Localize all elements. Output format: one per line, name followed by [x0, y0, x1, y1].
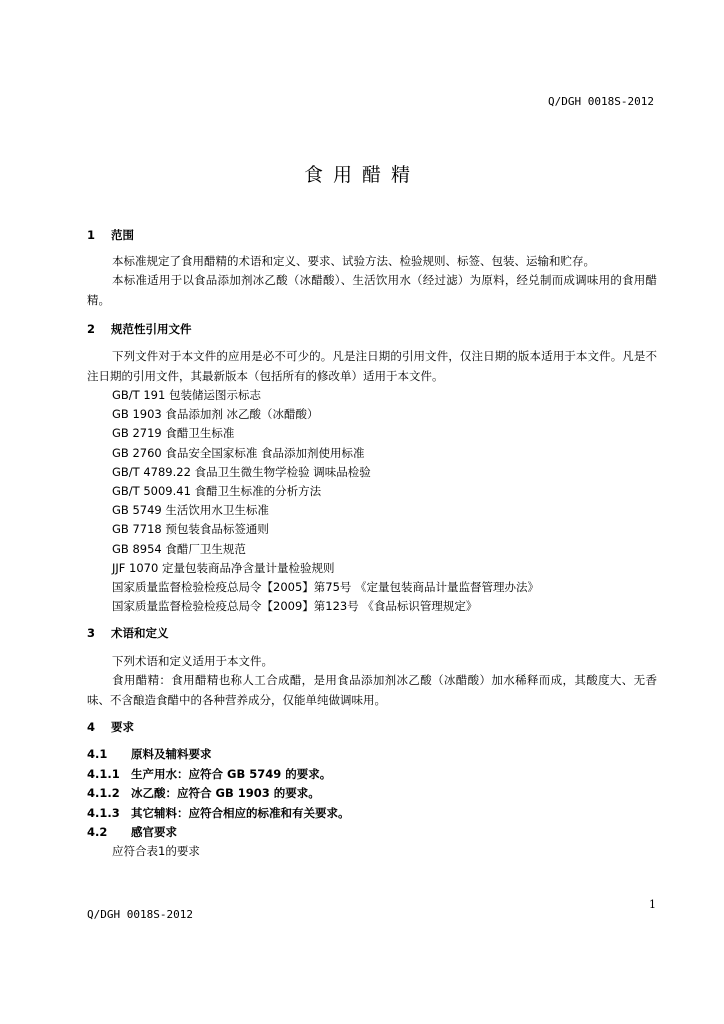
header-standard-number: Q/DGH 0018S-2012 [548, 95, 654, 108]
section-1-heading [87, 227, 134, 243]
page-number: 1 [649, 898, 656, 911]
subsection-4-1 [87, 746, 212, 762]
subsection-4-1-1 [87, 766, 331, 782]
section-2-paragraph-1: 下列文件对于本文件的应用是必不可少的。凡是注日期的引用文件，仅注日期的版本适用于本文件。凡是不注日期的引用文件，其最新版本（包括所有的修改单）适用于本文件。 [87, 349, 657, 383]
section-2-heading [87, 321, 192, 337]
section-title: 要求 [111, 720, 134, 734]
subsection-4-1-3 [87, 805, 350, 821]
footer-standard-number: Q/DGH 0018S-2012 [87, 908, 193, 921]
subsection-title: 生产用水：应符合 GB 5749 的要求。 [131, 767, 332, 781]
section-title: 术语和定义 [111, 626, 169, 640]
subsection-number: 4.1 [87, 747, 108, 761]
section-title: 范围 [111, 228, 134, 242]
section-1-paragraph-1: 本标准规定了食用醋精的术语和定义、要求、试验方法、检验规则、标签、包装、运输和贮存。 [112, 254, 595, 268]
section-number: 4 [87, 720, 96, 734]
section-4-heading [87, 719, 134, 735]
reference-item: GB 2760 食品安全国家标准 食品添加剂使用标准 [112, 445, 365, 460]
subsection-title: 感官要求 [131, 825, 177, 839]
section-3-paragraph-1: 下列术语和定义适用于本文件。 [112, 654, 273, 668]
subsection-number: 4.1.3 [87, 806, 120, 820]
subsection-title: 其它辅料：应符合相应的标准和有关要求。 [131, 806, 350, 820]
reference-item: JJF 1070 定量包装商品净含量计量检验规则 [112, 560, 335, 575]
reference-item: GB 7718 预包装食品标签通则 [112, 522, 269, 537]
reference-item: GB 1903 食品添加剂 冰乙酸（冰醋酸） [112, 407, 319, 422]
subsection-4-2 [87, 824, 177, 840]
subsection-title: 原料及辅料要求 [131, 747, 212, 761]
section-3-paragraph-2: 食用醋精：食用醋精也称人工合成醋，是用食品添加剂冰乙酸（冰醋酸）加水稀释而成，其酸度大、无香味、不含酿造食醋中的各种营养成分，仅能单纯做调味用。 [87, 673, 657, 707]
document-title: 食用醋精 [303, 164, 420, 186]
reference-item: GB 5749 生活饮用水卫生标准 [112, 503, 269, 518]
reference-item: GB/T 4789.22 食品卫生微生物学检验 调味品检验 [112, 464, 371, 479]
normative-reference-list [112, 386, 539, 616]
section-number: 3 [87, 626, 96, 640]
section-number: 1 [87, 228, 96, 242]
section-number: 2 [87, 322, 96, 336]
section-4-2-paragraph: 应符合表1的要求 [112, 844, 200, 858]
reference-item: GB/T 5009.41 食醋卫生标准的分析方法 [112, 483, 322, 498]
subsection-number: 4.1.2 [87, 786, 120, 800]
subsection-number: 4.2 [87, 825, 108, 839]
reference-item: 国家质量监督检验检疫总局令【2009】第123号 《食品标识管理规定》 [112, 599, 478, 614]
section-1-paragraph-2: 本标准适用于以食品添加剂冰乙酸（冰醋酸）、生活饮用水（经过滤）为原料，经兑制而成调味用的食用醋精。 [87, 273, 657, 307]
reference-item: GB 2719 食醋卫生标准 [112, 426, 235, 441]
reference-item: GB/T 191 包装储运图示标志 [112, 388, 261, 402]
subsection-number: 4.1.1 [87, 767, 120, 781]
section-title: 规范性引用文件 [111, 322, 192, 336]
subsection-4-1-2 [87, 785, 320, 801]
reference-item: GB 8954 食醋厂卫生规范 [112, 541, 246, 556]
subsection-title: 冰乙酸：应符合 GB 1903 的要求。 [131, 786, 320, 800]
section-3-heading [87, 625, 169, 641]
reference-item: 国家质量监督检验检疫总局令【2005】第75号 《定量包装商品计量监督管理办法》 [112, 579, 540, 594]
